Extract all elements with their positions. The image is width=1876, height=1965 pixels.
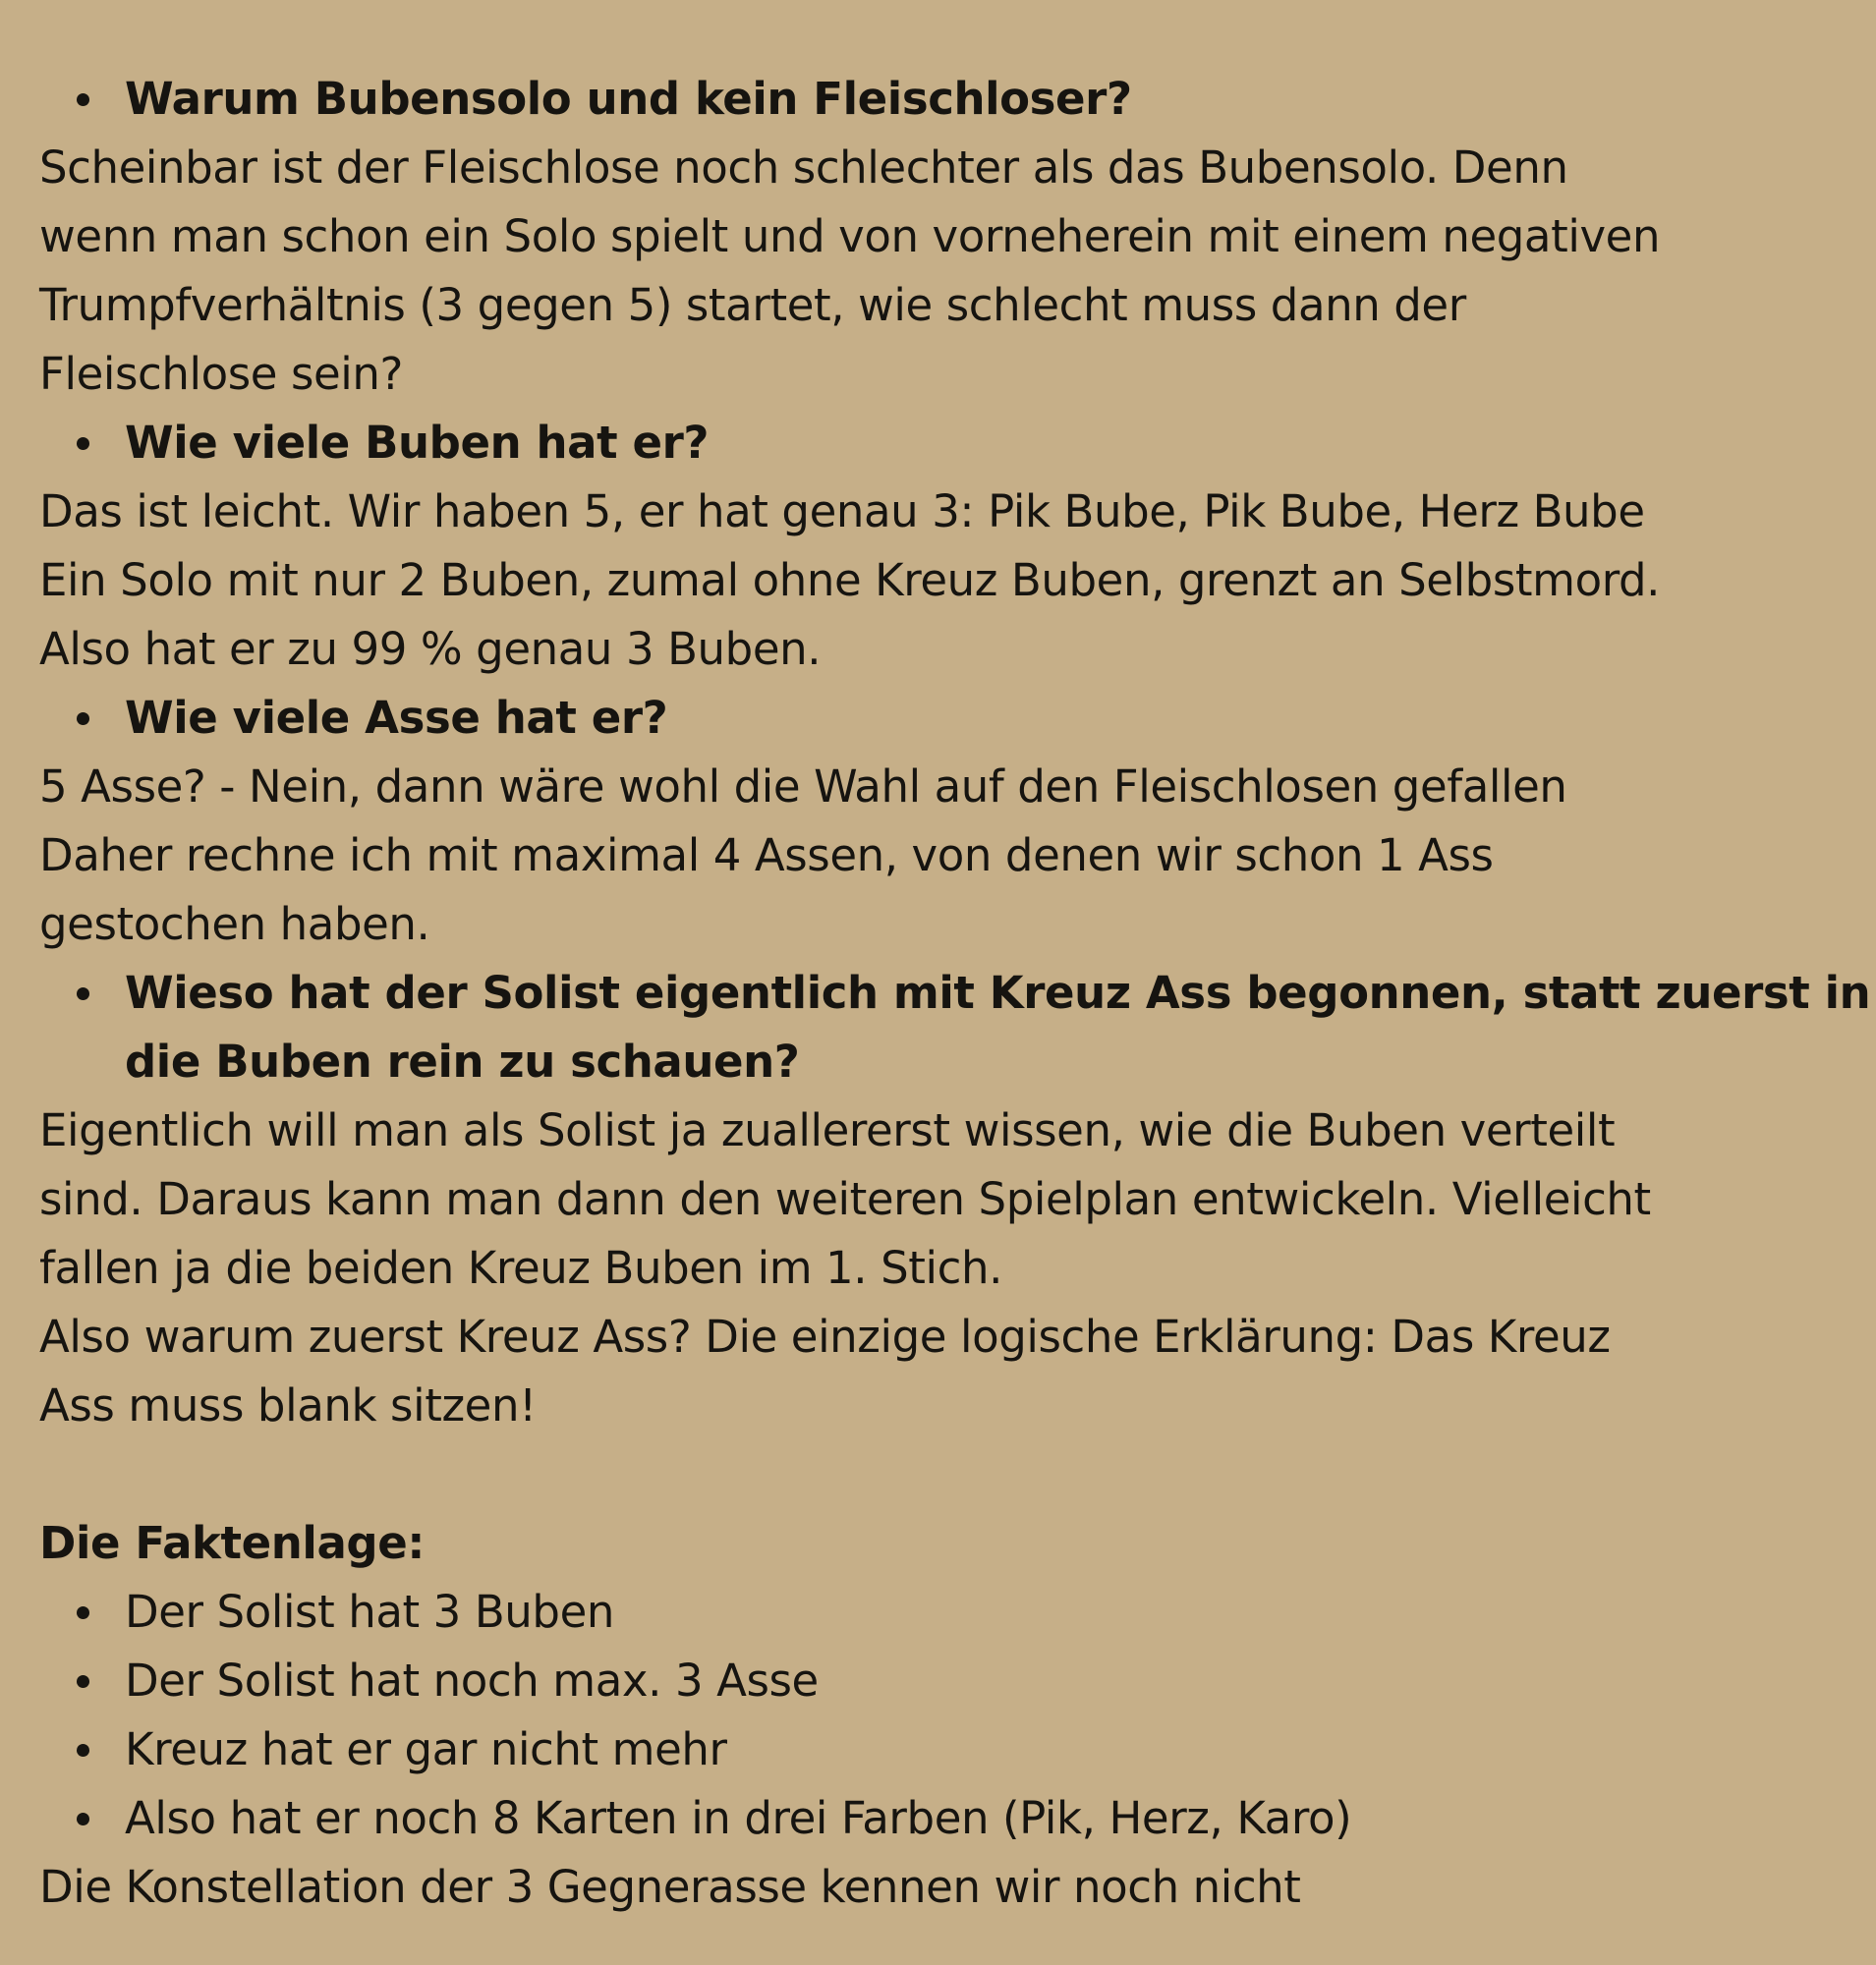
fact-item: Der Solist hat 3 Buben	[39, 1578, 1837, 1647]
answer-line: fallen ja die beiden Kreuz Buben im 1. Stich.	[39, 1242, 1002, 1294]
answer-line: Ein Solo mit nur 2 Buben, zumal ohne Kreuz Buben, grenzt an Selbstmord.	[39, 554, 1661, 606]
question-heading: Wie viele Buben hat er?	[39, 409, 1837, 477]
question-heading: Warum Bubensolo und kein Fleischloser?	[39, 65, 1837, 134]
answer-line: Fleischlose sein?	[39, 348, 403, 400]
answer-line: Scheinbar ist der Fleischlose noch schlechter als das Bubensolo. Denn	[39, 141, 1568, 194]
answer-line: Trumpfverhältnis (3 gegen 5) startet, wie schlecht muss dann der	[39, 279, 1466, 331]
spacer	[39, 1440, 1837, 1509]
answer-line: Also hat er zu 99 % genau 3 Buben.	[39, 623, 822, 675]
answer-line: Eigentlich will man als Solist ja zuallererst wissen, wie die Buben verteilt	[39, 1104, 1616, 1156]
fact-item: Kreuz hat er gar nicht mehr	[39, 1715, 1837, 1784]
question-heading: Wieso hat der Solist eigentlich mit Kreuz Ass begonnen, statt zuerst in die Buben rein zu schauen?	[39, 959, 1876, 1096]
fact-item: Also hat er noch 8 Karten in drei Farben (Pik, Herz, Karo)	[39, 1784, 1837, 1853]
answer-line: Ass muss blank sitzen!	[39, 1379, 537, 1432]
answer-line: Daher rechne ich mit maximal 4 Assen, von denen wir schon 1 Ass	[39, 829, 1494, 881]
fact-item: Der Solist hat noch max. 3 Asse	[39, 1647, 1837, 1715]
facts-heading: Die Faktenlage:	[39, 1517, 425, 1569]
answer-line: wenn man schon ein Solo spielt und von vorneherein mit einem negativen	[39, 210, 1661, 262]
question-heading: Wie viele Asse hat er?	[39, 684, 1837, 753]
answer-line: Das ist leicht. Wir haben 5, er hat genau 3: Pik Bube, Pik Bube, Herz Bube	[39, 485, 1645, 537]
answer-line: Also warum zuerst Kreuz Ass? Die einzige logische Erklärung: Das Kreuz	[39, 1311, 1611, 1363]
closing-line: Die Konstellation der 3 Gegnerasse kennen wir noch nicht	[39, 1861, 1301, 1913]
answer-line: 5 Asse? - Nein, dann wäre wohl die Wahl auf den Fleischlosen gefallen	[39, 760, 1567, 813]
answer-line: sind. Daraus kann man dann den weiteren Spielplan entwickeln. Vielleicht	[39, 1173, 1651, 1225]
answer-line: gestochen haben.	[39, 898, 430, 950]
